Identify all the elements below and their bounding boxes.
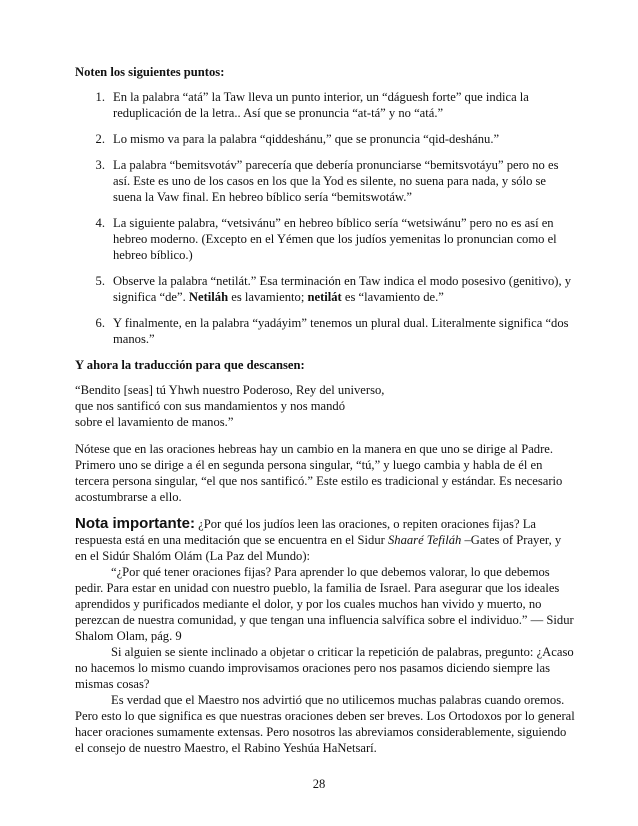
section-heading: Y ahora la traducción para que descansen: — [75, 358, 305, 372]
pronunciation-list — [75, 89, 575, 347]
list-number: 1. — [95, 90, 105, 104]
list-number: 5. — [95, 274, 105, 288]
list-item — [75, 315, 575, 347]
paragraph: Es verdad que el Maestro nos advirtió que no utilicemos muchas palabras cuando oremos. Pero esto lo que significa es que nuestras oraciones deben ser breves. Los Ortodoxos por lo general hacer oraciones sumamente extensas. Pero nosotros las abreviamos considerablemente, siguiendo el consejo de nuestro Maestro, el Rabino Yeshúa HaNetsarí. — [75, 693, 575, 755]
list-number: 4. — [95, 216, 105, 230]
paragraph: Nótese que en las oraciones hebreas hay un cambio en la manera en que uno se dirige al Padre. Primero uno se dirige a él en segunda persona singular, “tú,” y luego cambia y habla de él en tercera persona singular, “el que nos santificó.” Este estilo es tradicional y estándar. Es necesario acostumbrarse a ello. — [75, 442, 563, 504]
blessing-translation — [75, 382, 575, 430]
text-run: ¿Por qué los judíos leen las oraciones, o repiten oraciones fijas? La respuesta está en una meditación que se encuentra en el Sidur — [75, 517, 536, 547]
list-item — [75, 131, 575, 147]
page-number: 28 — [312, 777, 326, 791]
list-number: 6. — [95, 316, 105, 330]
quote-paragraph: “¿Por qué tener oraciones fijas? Para aprender lo que debemos valorar, lo que debemos pedir. Para estar en unidad con nuestro pueblo, la familia de Israel. Para asegurar que los ideales aprendidos y purificados mediante el dolor, y por los cuales muchos han vivido y muerto, no perezcan de nuestra comunidad, y que tengan una influencia salvífica sobre el individuo.” — Sidur Shalom Olam, pág. 9 — [75, 565, 574, 643]
bold-term: netilát — [307, 290, 342, 304]
list-item-text: La palabra “bemitsvotáv” parecería que debería pronunciarse “bemitsvotáyu” pero no es así. Este es uno de los casos en los que la Yod es silente, no suena para nada, y sólo se suena la Vaw final. En hebreo bíblico sería “bemitswotáw.” — [113, 158, 559, 204]
list-item — [75, 157, 575, 205]
text-run: –Gates of Prayer, y en el Sidúr Shalóm Olám (La Paz del Mundo): — [75, 533, 562, 563]
important-note — [75, 516, 575, 564]
paragraph: Si alguien se siente inclinado a objetar o criticar la repetición de palabras, pregunto: ¿Acaso no hacemos lo mismo cuando improvisamos oraciones pero nos pasamos diciendo siempre las mismas cosas? — [75, 645, 574, 691]
blessing-line: “Bendito [seas] tú Yhwh nuestro Poderoso, Rey del universo, — [75, 383, 385, 397]
list-item — [75, 89, 575, 121]
text-run: es “lavamiento de.” — [341, 290, 444, 304]
list-item — [75, 215, 575, 263]
list-item-text: Lo mismo va para la palabra “qiddeshánu,” que se pronuncia “qid-deshánu.” — [113, 132, 500, 146]
bold-term: Netiláh — [188, 290, 229, 304]
section-heading: Noten los siguientes puntos: — [75, 65, 225, 79]
list-number: 2. — [95, 132, 105, 146]
italic-title: Shaaré Tefiláh — [387, 533, 462, 547]
list-item-text: Y finalmente, en la palabra “yadáyim” tenemos un plural dual. Literalmente significa “dos manos.” — [113, 316, 569, 346]
note-label: Nota importante: — [75, 515, 195, 532]
list-item — [75, 273, 575, 305]
text-run: es lavamiento; — [228, 290, 308, 304]
blessing-line: sobre el lavamiento de manos.” — [75, 415, 234, 429]
page-content — [75, 64, 575, 756]
list-item-text: En la palabra “atá” la Taw lleva un punto interior, un “dáguesh forte” que indica la reduplicación de la letra.. Así que se pronuncia “at-tá” y no “atá.” — [113, 90, 529, 120]
list-item-text — [113, 273, 575, 305]
list-number: 3. — [95, 158, 105, 172]
blessing-line: que nos santificó con sus mandamientos y nos mandó — [75, 399, 346, 413]
text-run: Observe la palabra “netilát.” Esa terminación en Taw indica el modo posesivo (genitivo), y significa “de”. — [113, 274, 572, 304]
list-item-text: La siguiente palabra, “vetsivánu” en hebreo bíblico sería “wetsiwánu” pero no es así en hebreo moderno. (Excepto en el Yémen que los judíos yemenitas lo pronuncian como el hebreo bíblico.) — [113, 216, 557, 262]
